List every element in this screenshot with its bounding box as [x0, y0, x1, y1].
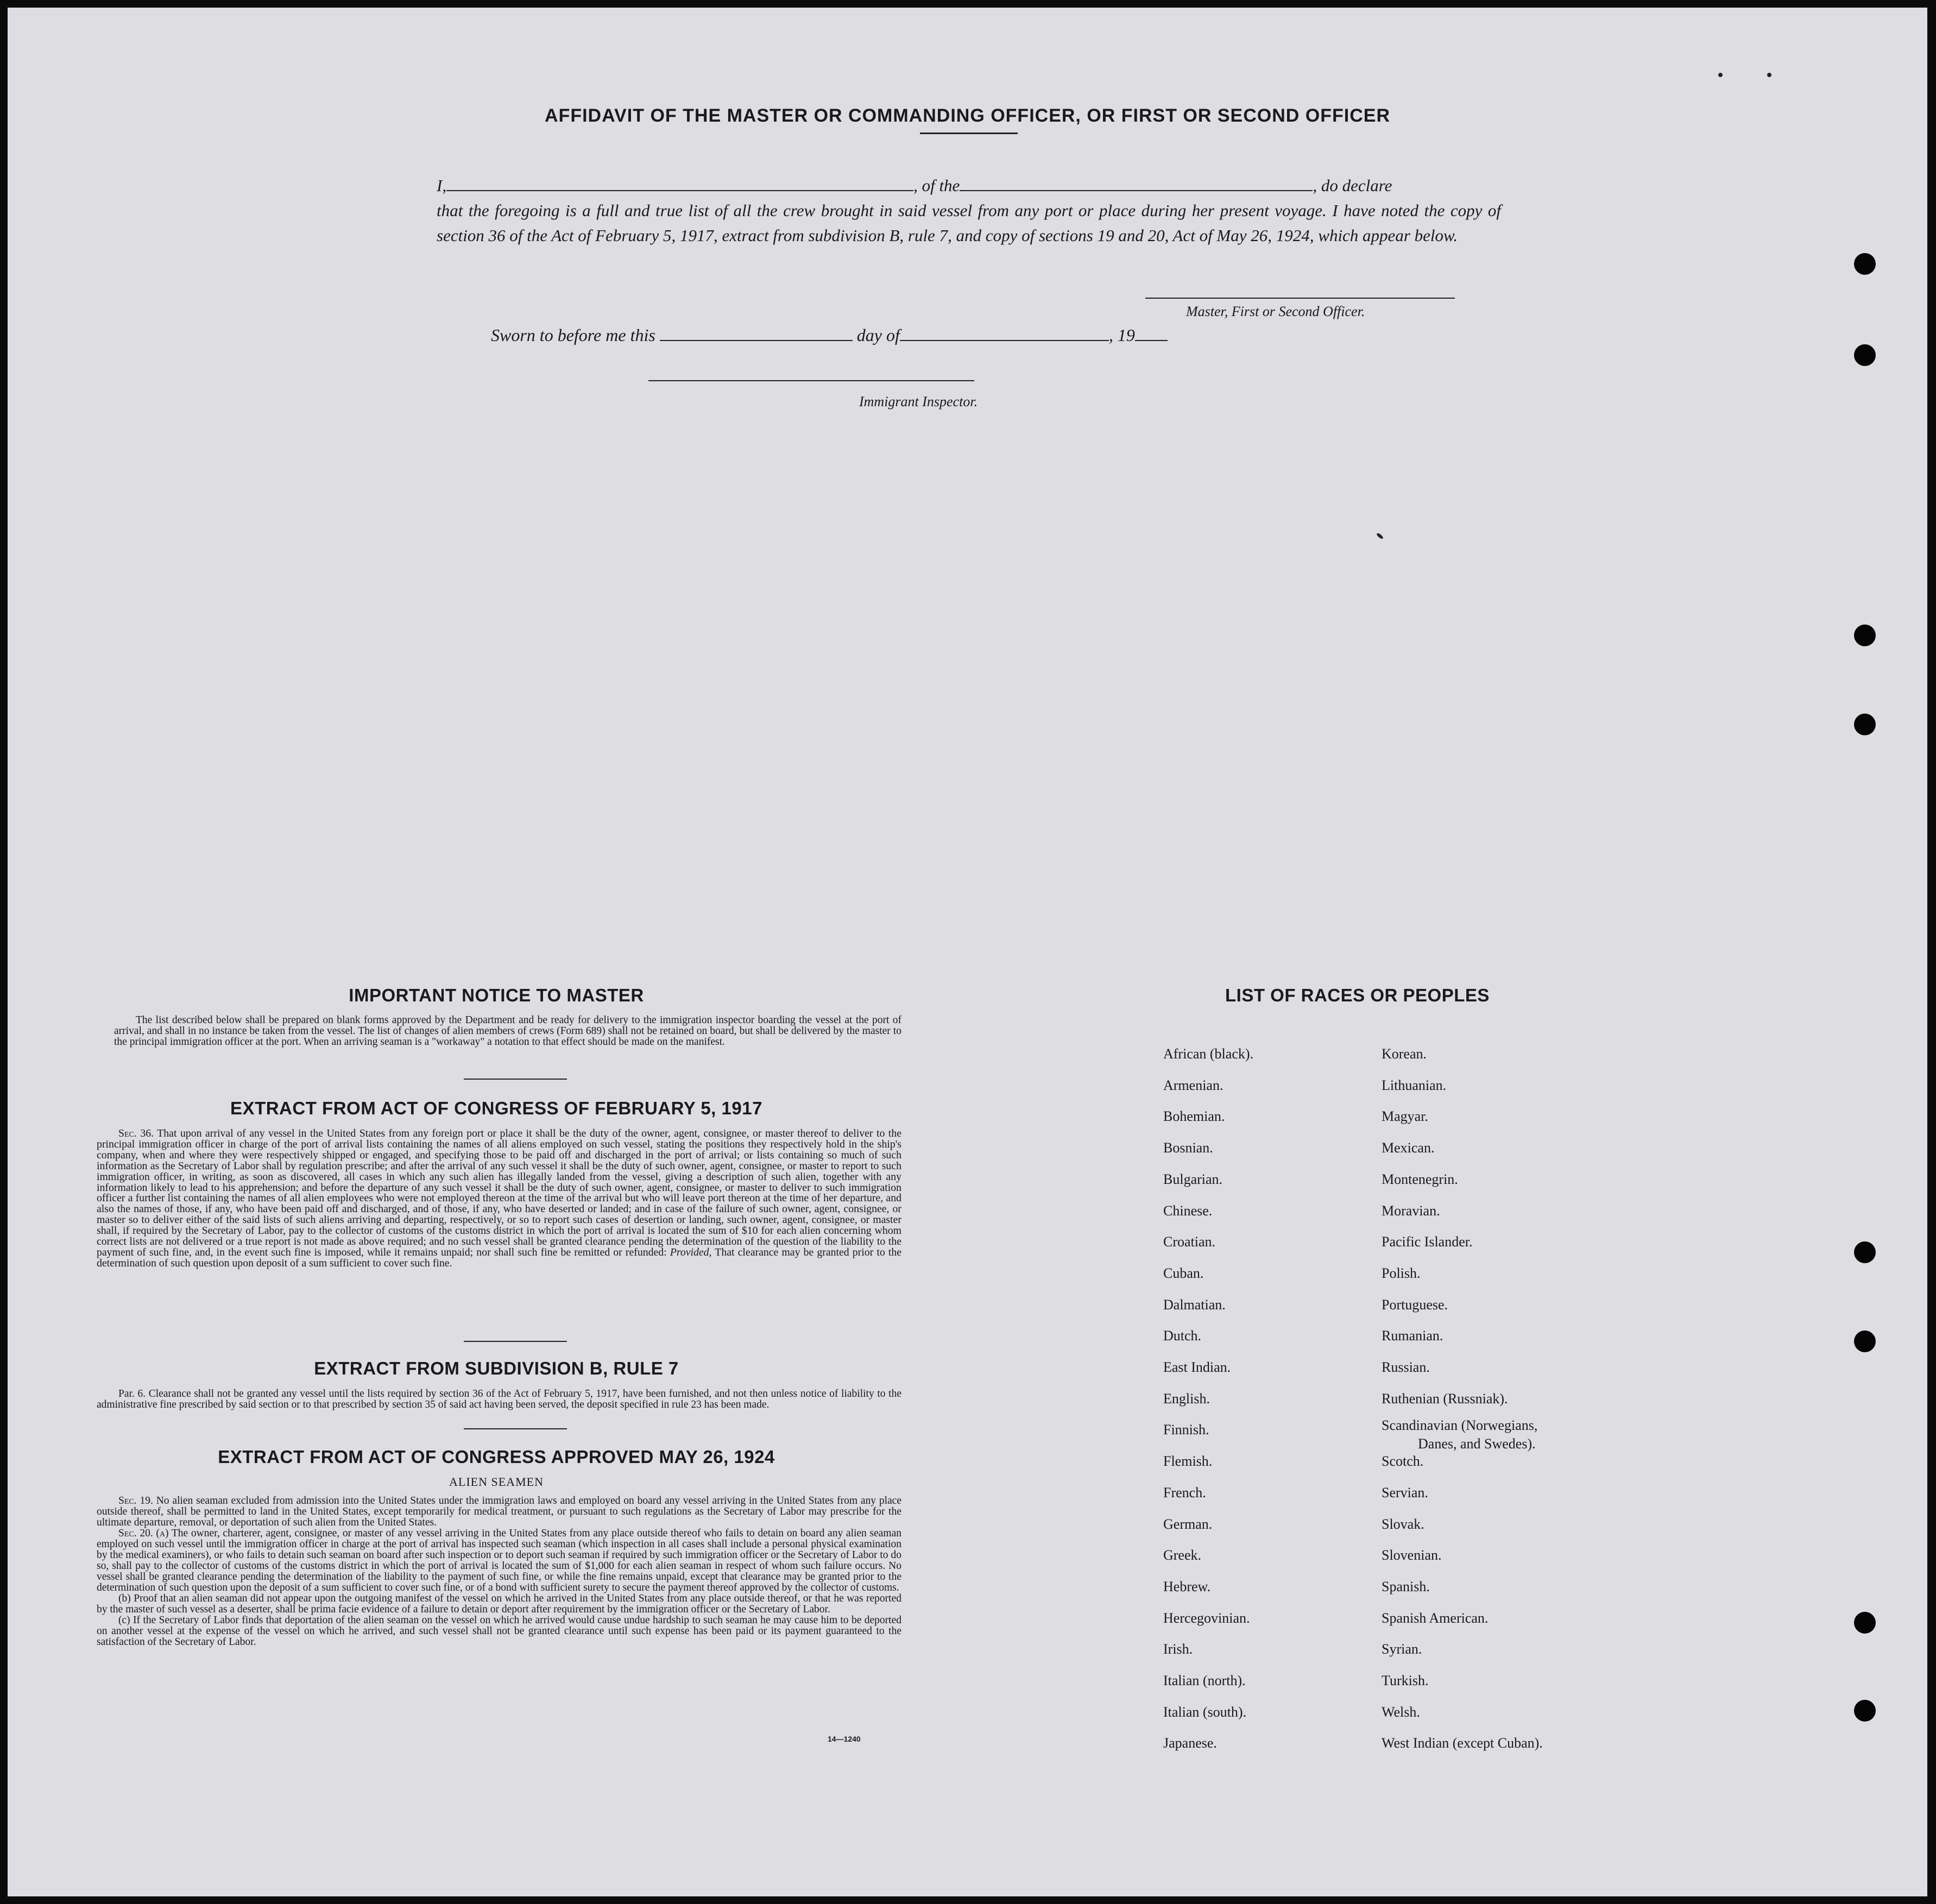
race-item: English.: [1163, 1390, 1210, 1407]
race-item: Italian (south).: [1163, 1704, 1247, 1720]
race-item: Armenian.: [1163, 1077, 1224, 1093]
title-underline: [920, 133, 1018, 134]
binder-hole: [1854, 344, 1876, 366]
section-divider: [464, 1428, 567, 1429]
race-item: Bohemian.: [1163, 1108, 1225, 1125]
race-item: Turkish.: [1382, 1673, 1429, 1688]
speck: [1718, 73, 1723, 77]
race-item: Spanish.: [1382, 1578, 1430, 1594]
race-item: Croatian.: [1163, 1234, 1216, 1250]
race-item: Finnish.: [1163, 1422, 1209, 1438]
proviso-label: Provided,: [670, 1246, 712, 1258]
proviso-text: That clearance may be granted prior to the determination of such question upon deposit of a sum sufficient to cover such fine.: [97, 1246, 902, 1269]
form-number: 14—1240: [828, 1735, 861, 1743]
inspector-signature-line: [648, 380, 974, 381]
race-item: Rumanian.: [1382, 1328, 1443, 1344]
declaration-i: I,: [437, 176, 447, 195]
race-item: Chinese.: [1163, 1202, 1213, 1219]
sec36-paragraph: [97, 1128, 901, 1269]
race-item: Scotch.: [1382, 1453, 1424, 1470]
race-item: Danes, and Swedes).: [1418, 1436, 1536, 1452]
master-signature-line: [1145, 298, 1455, 299]
race-item: West Indian (except Cuban).: [1382, 1735, 1543, 1751]
race-item: African (black).: [1163, 1046, 1254, 1062]
speck: [1767, 73, 1771, 77]
alien-seamen-subtitle: ALIEN SEAMEN: [449, 1475, 544, 1489]
sworn-text: Sworn to before me this: [491, 325, 655, 345]
race-item: Dalmatian.: [1163, 1296, 1226, 1313]
race-item: Moravian.: [1382, 1202, 1440, 1219]
master-caption: Master, First or Second Officer.: [1186, 304, 1365, 319]
race-item: Welsh.: [1382, 1704, 1420, 1720]
declaration-of-the: , of the: [913, 176, 960, 195]
race-item: Polish.: [1382, 1265, 1421, 1281]
race-item: Ruthenian (Russniak).: [1382, 1390, 1508, 1407]
binder-hole: [1854, 714, 1876, 735]
race-item: Scandinavian (Norwegians,: [1382, 1417, 1538, 1434]
section-divider: [464, 1341, 567, 1342]
race-item: French.: [1163, 1484, 1206, 1500]
race-item: Spanish American.: [1382, 1610, 1489, 1626]
affidavit-title: AFFIDAVIT OF THE MASTER OR COMMANDING OFFICER, OR FIRST OR SECOND OFFICER: [545, 105, 1390, 126]
races-title: LIST OF RACES OR PEOPLES: [1225, 985, 1490, 1005]
extract-1924-text: [97, 1496, 901, 1648]
declaration-text: that the foregoing is a full and true list of all the crew brought in said vessel from any port or place during her present voyage. I have noted the copy of section 36 of the Act of February 5, 1917, extract from subdivision B, rule 7, and copy of sections 19 and 20, Act of May 26, 1924, which appear below.: [437, 201, 1501, 245]
race-item: German.: [1163, 1516, 1213, 1532]
race-item: Italian (north).: [1163, 1673, 1246, 1688]
sec20c-paragraph: (c) If the Secretary of Labor finds that deportation of the alien seaman on the vessel on which he arrived would cause undue hardship to such seaman he may cause him to be deported on another vessel at the expense of the vessel on which he arrived, and such vessel shall not be granted clearance until such expense has been paid or its payment guaranteed to the satisfaction of the Secretary of Labor.: [97, 1615, 901, 1648]
sec20b-paragraph: (b) Proof that an alien seaman did not appear upon the outgoing manifest of the vessel on which he arrived in the United States from any place outside thereof, or that he was reported by the master of such vessel as a deserter, shall be prima facie evidence of a failure to detain or deport after requirement by the immigration officer or the Secretary of Labor.: [97, 1593, 901, 1615]
race-item: Syrian.: [1382, 1641, 1422, 1657]
binder-hole: [1854, 1700, 1876, 1722]
document-page: [8, 8, 1927, 1896]
speck: [1376, 532, 1384, 540]
extract-1924-title: EXTRACT FROM ACT OF CONGRESS APPROVED MAY 26, 1924: [218, 1447, 775, 1467]
race-item: Japanese.: [1163, 1735, 1217, 1751]
extract-1917-text: [97, 1128, 901, 1269]
notice-text: [114, 1015, 901, 1048]
sworn-day-of: day of: [856, 325, 900, 345]
extract-1917-title: EXTRACT FROM ACT OF CONGRESS OF FEBRUARY 5, 1917: [230, 1098, 762, 1118]
race-item: Mexican.: [1382, 1140, 1435, 1156]
subdivision-b-title: EXTRACT FROM SUBDIVISION B, RULE 7: [314, 1358, 679, 1378]
sworn-year-blank: [1135, 327, 1168, 341]
sec20a-body: The owner, charterer, agent, consignee, or master of any vessel arriving in the United States from any place outside thereof who fails to detain on board any alien seaman employed on such vessel until the immigration officer in charge at the port of arrival has inspected such seaman (which inspection in all cases shall include a personal physical examination by the medical examiners), or who fails to detain such seaman on board after such inspection or to deport such seaman if required by such immigration officer or the Secretary of Labor to do so, shall pay to the collector of customs of the customs district in which the port of arrival is located the sum of $1,000 for each alien seaman in respect of whom such failure occurs. No vessel shall be granted clearance pending the determination of the liability to the payment of such fine, or while the fine remains unpaid, except that clearance may be granted prior to the determination of such question upon the deposit of a sum sufficient to cover such fine, or of a bond with sufficient surety to secure the payment thereof approved by the collector of customs.: [97, 1528, 901, 1593]
race-item: Hebrew.: [1163, 1578, 1211, 1594]
sec20-label: Sec. 20. (a): [118, 1528, 169, 1539]
race-item: Flemish.: [1163, 1453, 1213, 1470]
sec36-body: That upon arrival of any vessel in the United States from any foreign port or place it shall be the duty of the owner, agent, consignee, or master thereof to deliver to the principal immigration officer in charge of the port of arrival lists containing the names of all aliens employed on such vessel, stating the positions they respectively hold in the ship's company, when and where they were respectively shipped or engaged, and specifying those to be paid off and discharged in the port of arrival; or lists containing so much of such information as the Secretary of Labor shall by regulation prescribe; and after the arrival of any such vessel it shall be the duty of such owner, agent, consignee, or master to report to such immigration officer, in writing, as soon as discovered, all cases in which any such alien has illegally landed from the vessel, giving a description of such alien, together with any information likely to lead to his apprehension; and before the departure of any such vessel it shall be the duty of such owner, agent, consignee, or master to deliver to such immigration officer a further list containing the names of all alien employees who were not employed thereon at the time of the arrival but who will leave port thereon at the time of her departure, and also the names of those, if any, who have been paid off and discharged, and of those, if any, who have deserted or landed; and in case of the failure of such owner, agent, consignee, or master so to deliver either of the said lists of such aliens arriving and departing, respectively, or so to report such cases of desertion or landing, such owner, agent, consignee, or master shall, if required by the Secretary of Labor, pay to the collector of customs of the customs district in which the port of arrival is located the sum of $10 for each alien concerning whom correct lists are not delivered or a true report is not made as above required; and no such vessel shall be granted clearance pending the determination of the question of the liability to the payment of such fine, and, in the event such fine is imposed, while it remains unpaid; nor shall such fine be remitted or refunded:: [97, 1127, 901, 1258]
race-item: Hercegovinian.: [1163, 1610, 1250, 1626]
race-item: Cuban.: [1163, 1265, 1204, 1281]
race-item: Pacific Islander.: [1382, 1234, 1473, 1250]
notice-title: IMPORTANT NOTICE TO MASTER: [349, 985, 644, 1005]
race-item: East Indian.: [1163, 1359, 1231, 1375]
name-blank: [446, 177, 913, 191]
race-item: Bulgarian.: [1163, 1171, 1223, 1187]
race-item: Greek.: [1163, 1547, 1202, 1563]
notice-paragraph: The list described below shall be prepared on blank forms approved by the Department and be ready for delivery to the immigration inspector boarding the vessel at the port of arrival, and shall in no instance be taken from the vessel. The list of changes of alien members of crews (Form 689) shall not be retained on board, but shall be delivered by the master to the principal immigration officer at the port. When an arriving seaman is a "workaway" a notation to that effect should be made on the manifest.: [114, 1014, 901, 1048]
race-item: Lithuanian.: [1382, 1077, 1447, 1093]
sworn-day-blank: [660, 327, 853, 341]
declaration-do-declare: , do declare: [1313, 176, 1392, 195]
sworn-line: [491, 325, 1168, 345]
sec19-body: No alien seaman excluded from admission into the United States under the immigration laws and employed on board any vessel arriving in the United States from any place outside thereof, shall be permitted to land in the United States, except temporarily for medical treatment, or pursuant to such regulations as the Secretary of Labor may prescribe for the ultimate departure, removal, or deportation of such alien from the United States.: [97, 1495, 901, 1528]
race-item: Montenegrin.: [1382, 1171, 1458, 1187]
rule7-paragraph: Par. 6. Clearance shall not be granted any vessel until the lists required by section 36 of the Act of February 5, 1917, have been furnished, and not then unless notice of liability to the administrative fine prescribed by said section or to that prescribed by section 35 of said act having been served, the deposit specified in rule 23 has been made.: [97, 1388, 901, 1410]
section-divider: [464, 1079, 567, 1080]
race-item: Russian.: [1382, 1359, 1430, 1375]
sec19-label: Sec. 19.: [118, 1495, 153, 1506]
sec20a-paragraph: [97, 1528, 901, 1593]
binder-hole: [1854, 1331, 1876, 1352]
declaration-line: [437, 173, 1501, 198]
race-item: Magyar.: [1382, 1108, 1428, 1125]
affidavit-body: [437, 173, 1501, 248]
sworn-month-blank: [900, 327, 1109, 341]
binder-hole: [1854, 253, 1876, 275]
race-item: Slovenian.: [1382, 1547, 1442, 1563]
inspector-caption: Immigrant Inspector.: [859, 394, 978, 409]
race-item: Irish.: [1163, 1641, 1193, 1657]
binder-hole: [1854, 625, 1876, 646]
sworn-year: , 19: [1108, 325, 1135, 345]
race-item: Portuguese.: [1382, 1296, 1448, 1313]
sec36-label: Sec. 36.: [118, 1127, 154, 1139]
binder-hole: [1854, 1241, 1876, 1263]
binder-hole: [1854, 1612, 1876, 1634]
subdivision-b-text: [97, 1389, 901, 1410]
vessel-blank: [960, 177, 1313, 191]
race-item: Dutch.: [1163, 1328, 1202, 1344]
sec19-paragraph: [97, 1496, 901, 1528]
race-item: Korean.: [1382, 1046, 1427, 1062]
race-item: Bosnian.: [1163, 1140, 1213, 1156]
race-item: Slovak.: [1382, 1516, 1424, 1532]
race-item: Servian.: [1382, 1484, 1428, 1500]
